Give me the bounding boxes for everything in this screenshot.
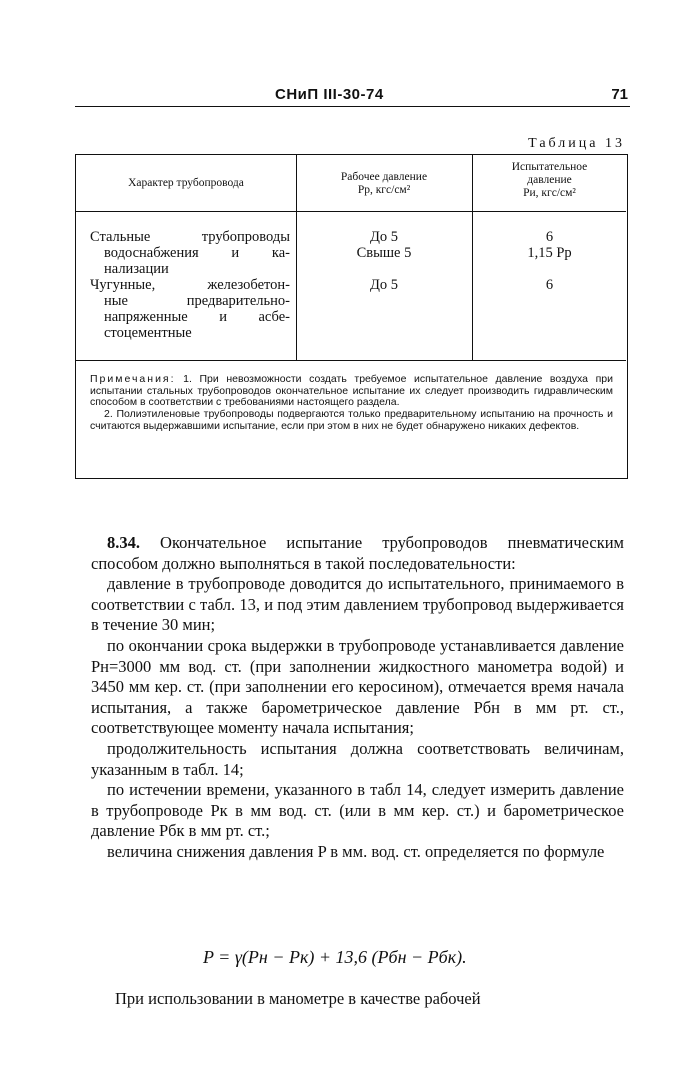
header-divider (76, 211, 626, 212)
document-code: СНиП III-30-74 (275, 86, 384, 103)
paragraph: по окончании срока выдержки в трубопроводе устанавливается давление Pн=3000 мм вод. ст. (при заполнении жидкостного манометра водой) и 3450 мм кер. ст. (при заполнении его керосином), отмечается время начала испытания, а также барометрическое давление Pбн в мм рт. ст., соответствующее моменту начала испытания; (91, 635, 624, 738)
kind-line: Чугунные, железобетон- (90, 277, 290, 293)
test-value: 6 (545, 229, 554, 245)
kind-line: стоцементные (104, 325, 192, 341)
note-text: 2. Полиэтиленовые трубопроводы подвергаются только предварительному испытанию на прочность и считаются выдержавшими испытание, если при этом в них не будет обнаружено никаких дефектов. (90, 408, 613, 432)
paragraph: давление в трубопроводе доводится до испытательного, принимаемого в соответствии с табл. 13, и под этим давлением трубопровод выдерживается в течение 30 мин; (91, 574, 624, 635)
column-header-kind: Характер трубопровода (128, 177, 244, 189)
note-1 (90, 374, 613, 409)
note-text: 1. При невозможности создать требуемое испытательное давление воздуха при испытании стальных трубопроводов окончательное испытание их следует производить гидравлическим способом в соответствии с требованиями настоящего раздела. (90, 373, 614, 409)
table-row-working-pressure (296, 229, 472, 293)
section-intro (91, 533, 624, 574)
kind-line: водоснабжения и ка- (104, 245, 290, 261)
note-2 (90, 409, 613, 432)
test-value: 1,15 Pр (527, 245, 572, 261)
table-row-kind (90, 229, 290, 341)
page-number: 71 (611, 86, 628, 103)
section-8-34 (91, 533, 624, 863)
column-header-working-pressure (296, 171, 472, 197)
test-value: 6 (545, 277, 554, 293)
working-value: До 5 (369, 277, 399, 293)
header-line: Pр, кгс/см² (357, 184, 411, 196)
header-line: Испытательное (511, 161, 588, 173)
paragraph: величина снижения давления P в мм. вод. ст. определяется по формуле (107, 841, 605, 861)
notes-title: Примечания: (90, 373, 176, 385)
pressure-table (75, 154, 628, 479)
formula: P = γ(Pн − Pк) + 13,6 (Pбн − Pбк). (203, 947, 467, 967)
kind-line: напряженные и асбе- (104, 309, 290, 325)
section-number: 8.34. (107, 533, 140, 552)
table-caption: Таблица 13 (528, 136, 625, 151)
continuation-line: При использовании в манометре в качестве рабочей (115, 989, 481, 1008)
header-rule (75, 106, 630, 107)
kind-line: ные предварительно- (104, 293, 290, 309)
page-header (75, 86, 630, 106)
table-row-test-pressure (472, 229, 627, 293)
kind-line: Стальные трубопроводы (90, 229, 290, 245)
header-line: давление (527, 174, 572, 186)
table-notes (90, 374, 613, 433)
working-value: Свыше 5 (356, 245, 412, 261)
header-line: Рабочее давление (340, 171, 428, 183)
header-line: Pи, кгс/см² (523, 187, 576, 199)
column-header-test-pressure (472, 161, 627, 200)
paragraph: по истечении времени, указанного в табл 14, следует измерить давление в трубопроводе Pк в мм вод. ст. (или в мм кер. ст.) и барометрическое давление Pбк в мм рт. ст.; (91, 780, 624, 841)
working-value: До 5 (369, 229, 399, 245)
paragraph: продолжительность испытания должна соответствовать величинам, указанным в табл. 14; (91, 738, 624, 779)
notes-divider (76, 360, 626, 361)
kind-line: нализации (104, 261, 169, 277)
section-intro-text: Окончательное испытание трубопроводов пневматическим способом должно выполняться в такой последовательности: (91, 533, 624, 573)
